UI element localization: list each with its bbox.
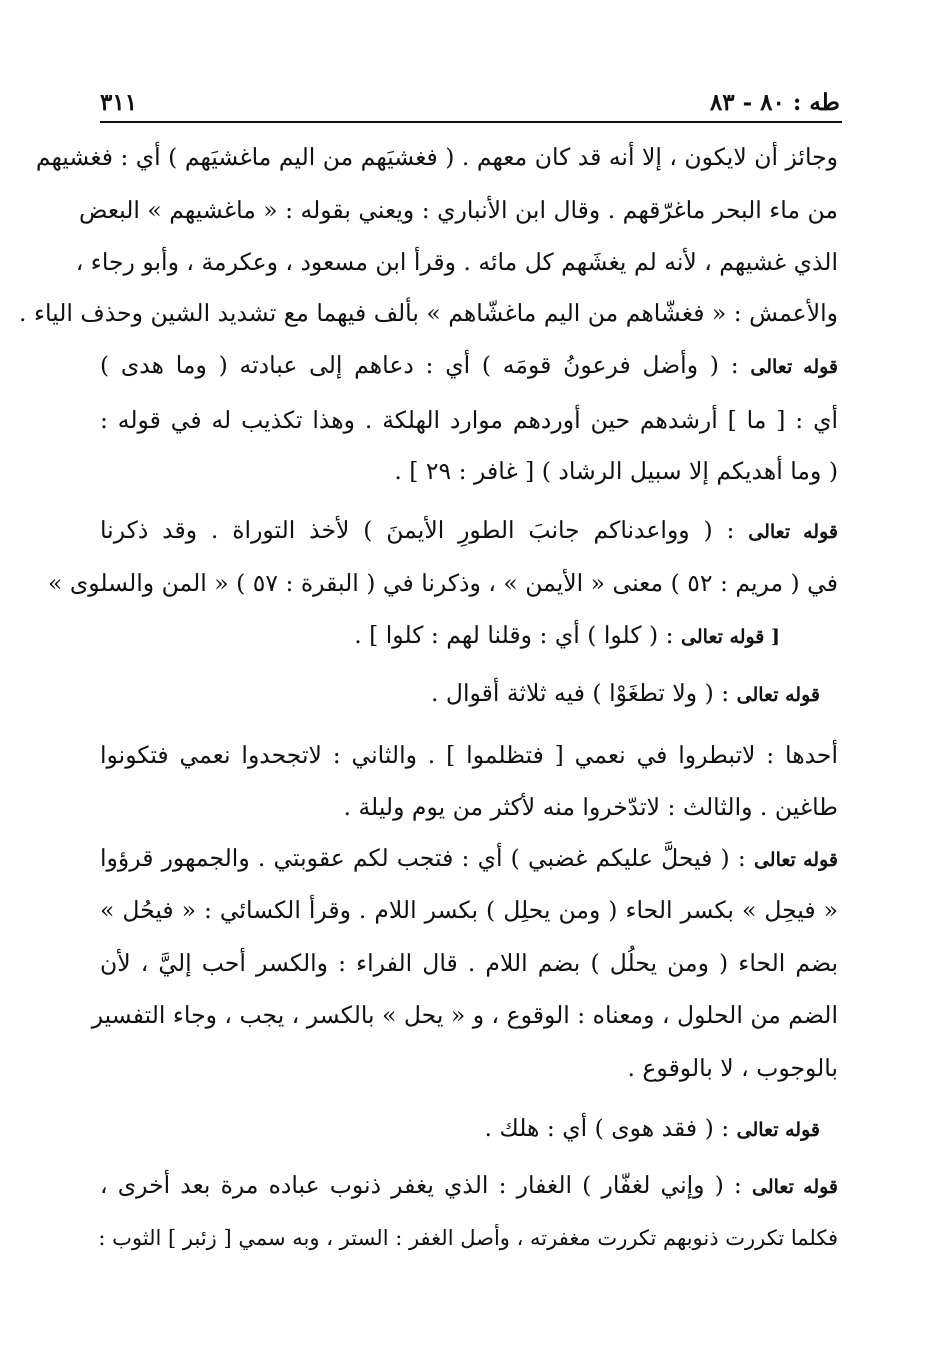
text-line: قوله تعالى : ( وإني لغفّار ) الغفار : الذي يغفر ذنوب عباده مرة بعد أخرى ، bbox=[100, 1171, 838, 1199]
text-line: وجائز أن لايكون ، إلا أنه قد كان معهم . ( فغشيَهم من اليم ماغشيَهم ) أي : فغشيهم bbox=[35, 143, 838, 171]
sura-reference: طه : ٨٠ - ٨٣ bbox=[709, 88, 840, 116]
page-number: ٣١١ bbox=[100, 88, 138, 116]
text-line: الضم من الحلول ، ومعناه : الوقوع ، و « يحل » بالكسر ، يجب ، وجاء التفسير bbox=[91, 1001, 838, 1029]
text-line: في ( مريم : ٥٢ ) معنى « الأيمن » ، وذكرنا في ( البقرة : ٥٧ ) « المن والسلوى » bbox=[47, 569, 838, 597]
text-line: من ماء البحر ماغرّقهم . وقال ابن الأنباري : ويعني بقوله : « ماغشيهم » البعض bbox=[79, 196, 838, 224]
page-header bbox=[100, 82, 840, 122]
text-line: قوله تعالى : ( فقد هوى ) أي : هلك . bbox=[484, 1114, 820, 1142]
text-line: قوله تعالى : ( وواعدناكم جانبَ الطورِ الأيمنَ ) لأخذ التوراة . وقد ذكرنا bbox=[100, 516, 838, 544]
text-line: طاغين . والثالث : لاتدّخروا منه لأكثر من يوم وليلة . bbox=[343, 793, 838, 821]
text-line: أحدها : لاتبطروا في نعمي [ فتظلموا ] . والثاني : لاتجحدوا نعمي فتكونوا bbox=[100, 741, 838, 769]
verse-keyword: قوله تعالى bbox=[748, 521, 838, 543]
verse-keyword: [ قوله تعالى bbox=[681, 626, 780, 648]
verse-keyword: قوله تعالى bbox=[736, 1119, 820, 1141]
text-line: قوله تعالى : ( وأضل فرعونُ قومَه ) أي : دعاهم إلى عبادته ( وما هدى ) bbox=[100, 351, 838, 379]
verse-keyword: قوله تعالى bbox=[753, 849, 838, 871]
text-line: بالوجوب ، لا بالوقوع . bbox=[627, 1054, 838, 1082]
header-rule bbox=[100, 121, 842, 123]
verse-keyword: قوله تعالى bbox=[750, 356, 838, 378]
text-line: « فيحِل » بكسر الحاء ( ومن يحلِل ) بكسر اللام . وقرأ الكسائي : « فيحُل » bbox=[100, 896, 838, 924]
text-line: قوله تعالى : ( ولا تطغَوْا ) فيه ثلاثة أقوال . bbox=[430, 679, 820, 707]
text-line: أي : [ ما ] أرشدهم حين أوردهم موارد الهلكة . وهذا تكذيب له في قوله : bbox=[100, 406, 838, 434]
verse-keyword: قوله تعالى bbox=[751, 1176, 838, 1198]
text-line: الذي غشيهم ، لأنه لم يغشَهم كل مائه . وقرأ ابن مسعود ، وعكرمة ، وأبو رجاء ، bbox=[75, 248, 838, 276]
text-line: ( وما أهديكم إلا سبيل الرشاد ) [ غافر : ٢٩ ] . bbox=[394, 457, 838, 485]
text-line: فكلما تكررت ذنوبهم تكررت مغفرته ، وأصل الغفر : الستر ، وبه سمي [ زئبر ] الثوب : bbox=[98, 1226, 838, 1250]
text-line: [ قوله تعالى : ( كلوا ) أي : وقلنا لهم : كلوا ] . bbox=[354, 621, 780, 649]
text-line: والأعمش : « فغشّاهم من اليم ماغشّاهم » بألف فيهما مع تشديد الشين وحذف الياء . bbox=[19, 299, 838, 327]
text-line: قوله تعالى : ( فيحلَّ عليكم غضبي ) أي : فتجب لكم عقوبتي . والجمهور قرؤوا bbox=[100, 844, 838, 872]
verse-keyword: قوله تعالى bbox=[736, 684, 820, 706]
text-line: بضم الحاء ( ومن يحلُل ) بضم اللام . قال الفراء : والكسر أحب إليَّ ، لأن bbox=[100, 949, 838, 977]
